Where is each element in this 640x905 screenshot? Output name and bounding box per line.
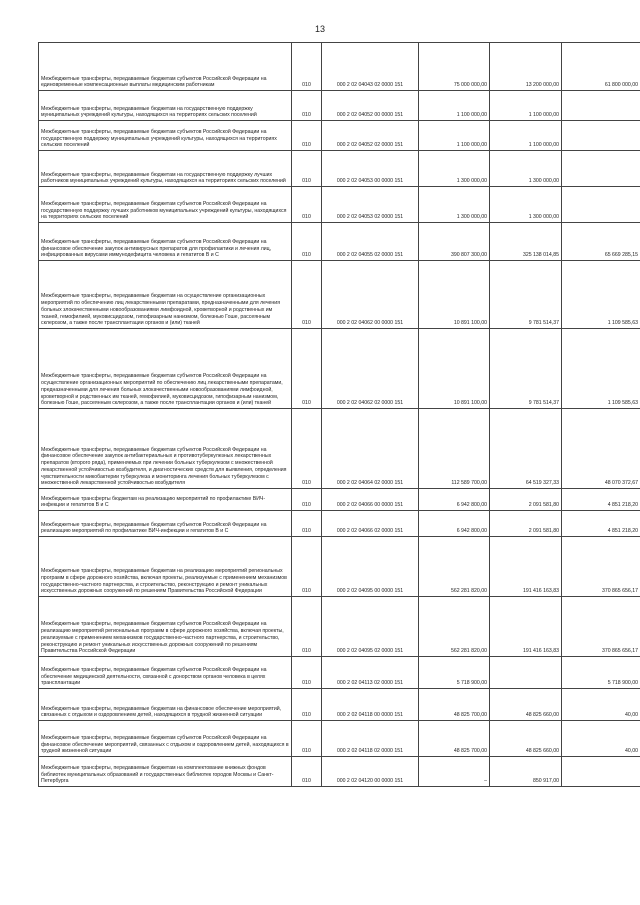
row-kbk-code: 000 2 02 04118 02 0000 151	[322, 721, 419, 757]
table-row	[39, 597, 640, 657]
row-code: 010	[292, 511, 322, 537]
row-amount-executed: 1 100 000,00	[490, 121, 562, 151]
table-row	[39, 511, 640, 537]
table-row	[39, 223, 640, 261]
row-kbk-code: 000 2 02 04052 00 0000 151	[322, 91, 419, 121]
row-kbk-code: 000 2 02 04055 02 0000 151	[322, 223, 419, 261]
row-amount-remaining: 61 800 000,00	[562, 43, 640, 91]
row-amount-approved: 562 281 820,00	[419, 537, 490, 597]
row-kbk-code: 000 2 02 04053 00 0000 151	[322, 151, 419, 187]
row-amount-remaining: 5 718 900,00	[562, 657, 640, 689]
row-amount-approved: 48 825 700,00	[419, 721, 490, 757]
row-amount-approved: 1 300 000,00	[419, 151, 490, 187]
row-amount-remaining: 4 851 218,20	[562, 489, 640, 511]
row-description: Межбюджетные трансферты, передаваемые бюджетам субъектов Российской Федерации на реализацию мероприятий региональных программ в сфере дорожного хозяйства, включая проекты, реализуемые с применением механизмов государственно-частного партнерства, и строительство, реконструкцию и ремонт уникальных искусственных дорожных сооружений по решениям Правительства Российской Федерации	[39, 597, 292, 657]
row-amount-remaining	[562, 151, 640, 187]
row-amount-approved: 6 942 800,00	[419, 489, 490, 511]
row-code: 010	[292, 187, 322, 223]
budget-table-body	[39, 43, 640, 787]
row-kbk-code: 000 2 02 04118 00 0000 151	[322, 689, 419, 721]
row-amount-approved: 1 300 000,00	[419, 187, 490, 223]
row-kbk-code: 000 2 02 04095 00 0000 151	[322, 537, 419, 597]
row-amount-remaining: 4 851 218,20	[562, 511, 640, 537]
table-row	[39, 187, 640, 223]
row-description: Межбюджетные трансферты, передаваемые бюджетам на государственную поддержку лучших работников муниципальных учреждений культуры, находящихся на территориях сельских поселений	[39, 151, 292, 187]
row-amount-approved: 75 000 000,00	[419, 43, 490, 91]
table-row	[39, 261, 640, 329]
row-amount-executed: 48 825 660,00	[490, 721, 562, 757]
row-code: 010	[292, 757, 322, 787]
row-amount-remaining	[562, 121, 640, 151]
table-row	[39, 757, 640, 787]
row-code: 010	[292, 261, 322, 329]
row-amount-executed: 2 091 581,80	[490, 489, 562, 511]
row-amount-approved: 1 100 000,00	[419, 91, 490, 121]
row-amount-executed	[490, 657, 562, 689]
table-row	[39, 329, 640, 409]
row-amount-executed: 2 091 581,80	[490, 511, 562, 537]
row-description: Межбюджетные трансферты, передаваемые бюджетам субъектов Российской Федерации на финансовое обеспечение мероприятий, связанных с отдыхом и оздоровлением детей, находящихся в трудной жизненной ситуации	[39, 721, 292, 757]
row-description: Межбюджетные трансферты, передаваемые бюджетам субъектов Российской Федерации на финансовое обеспечение закупок антивирусных препаратов для профилактики и лечения лиц, инфицированных вирусами иммунодефицита человека и гепатитов B и C	[39, 223, 292, 261]
row-amount-approved: 390 807 300,00	[419, 223, 490, 261]
budget-table	[38, 42, 640, 787]
table-row	[39, 489, 640, 511]
row-amount-remaining: 40,00	[562, 721, 640, 757]
row-description: Межбюджетные трансферты бюджетам на реализацию мероприятий по профилактике ВИЧ-инфекции и гепатитов B и C	[39, 489, 292, 511]
row-kbk-code: 000 2 02 04043 02 0000 151	[322, 43, 419, 91]
row-amount-executed: 9 781 514,37	[490, 329, 562, 409]
row-code: 010	[292, 489, 322, 511]
row-description: Межбюджетные трансферты, передаваемые бюджетам на комплектование книжных фондов библиотек муниципальных образований и государственных библиотек городов Москвы и Санкт-Петербурга	[39, 757, 292, 787]
row-code: 010	[292, 151, 322, 187]
row-amount-approved: 6 942 800,00	[419, 511, 490, 537]
row-kbk-code: 000 2 02 04095 02 0000 151	[322, 597, 419, 657]
row-code: 010	[292, 121, 322, 151]
row-amount-executed: 191 416 163,83	[490, 597, 562, 657]
row-amount-executed: 191 416 163,83	[490, 537, 562, 597]
row-description: Межбюджетные трансферты, передаваемые бюджетам субъектов Российской Федерации на финансовое обеспечение закупок антибактериальных и противотуберкулезных лекарственных препаратов (второго ряда), применяемых при лечении больных туберкулезом с множественной лекарственной устойчивостью возбудителя, и диагностических средств для выявления, определения чувствительности микобактерии туберкулеза и мониторинга лечения больных туберкулезом с множественной лекарственной устойчивостью возбудителя	[39, 409, 292, 489]
table-row	[39, 121, 640, 151]
row-amount-remaining: 40,00	[562, 689, 640, 721]
row-amount-approved: 48 825 700,00	[419, 689, 490, 721]
row-amount-executed: 1 100 000,00	[490, 91, 562, 121]
row-amount-approved: 562 281 820,00	[419, 597, 490, 657]
row-description: Межбюджетные трансферты, передаваемые бюджетам субъектов Российской Федерации на реализацию мероприятий по профилактике ВИЧ-инфекции и гепатитов B и C	[39, 511, 292, 537]
row-amount-executed: 850 917,00	[490, 757, 562, 787]
row-kbk-code: 000 2 02 04052 02 0000 151	[322, 121, 419, 151]
row-code: 010	[292, 329, 322, 409]
row-kbk-code: 000 2 02 04064 02 0000 151	[322, 409, 419, 489]
row-kbk-code: 000 2 02 04053 02 0000 151	[322, 187, 419, 223]
row-kbk-code: 000 2 02 04113 02 0000 151	[322, 657, 419, 689]
row-kbk-code: 000 2 02 04066 02 0000 151	[322, 511, 419, 537]
row-amount-remaining: 370 865 656,17	[562, 537, 640, 597]
row-amount-executed: 48 825 660,00	[490, 689, 562, 721]
table-row	[39, 151, 640, 187]
table-row	[39, 721, 640, 757]
row-amount-remaining: 1 109 585,63	[562, 261, 640, 329]
table-row	[39, 43, 640, 91]
row-amount-approved: 5 718 900,00	[419, 657, 490, 689]
row-code: 010	[292, 597, 322, 657]
row-description: Межбюджетные трансферты, передаваемые бюджетам субъектов Российской Федерации на государственную поддержку лучших работников муниципальных учреждений культуры, находящихся на территориях сельских поселений	[39, 187, 292, 223]
row-code: 010	[292, 409, 322, 489]
row-amount-executed: 1 300 000,00	[490, 151, 562, 187]
row-amount-remaining: 48 070 372,67	[562, 409, 640, 489]
table-row	[39, 91, 640, 121]
row-amount-executed: 9 781 514,37	[490, 261, 562, 329]
row-amount-remaining	[562, 757, 640, 787]
row-code: 010	[292, 689, 322, 721]
row-amount-executed: 325 138 014,85	[490, 223, 562, 261]
row-amount-approved: 10 891 100,00	[419, 329, 490, 409]
row-amount-executed: 1 300 000,00	[490, 187, 562, 223]
row-description: Межбюджетные трансферты, передаваемые бюджетам субъектов Российской Федерации на осуществление организационных мероприятий по обеспечению лиц лекарственными препаратами, предназначенными для лечения больных злокачественными новообразованиями лимфоидной, кроветворной и родственных им тканей, гемофилией, муковисцидозом, гипофизарным нанизмом, болезнью Гоше, рассеянным склерозом, а также после трансплантации органов и (или) тканей	[39, 329, 292, 409]
row-kbk-code: 000 2 02 04120 00 0000 151	[322, 757, 419, 787]
table-row	[39, 409, 640, 489]
row-code: 010	[292, 91, 322, 121]
table-row	[39, 537, 640, 597]
row-amount-executed: 64 519 327,33	[490, 409, 562, 489]
table-row	[39, 689, 640, 721]
row-amount-remaining: 1 109 585,63	[562, 329, 640, 409]
row-code: 010	[292, 223, 322, 261]
row-amount-remaining	[562, 187, 640, 223]
row-description: Межбюджетные трансферты, передаваемые бюджетам субъектов Российской Федерации на единовременные компенсационные выплаты медицинским работникам	[39, 43, 292, 91]
row-kbk-code: 000 2 02 04066 00 0000 151	[322, 489, 419, 511]
row-kbk-code: 000 2 02 04062 00 0000 151	[322, 261, 419, 329]
row-kbk-code: 000 2 02 04062 02 0000 151	[322, 329, 419, 409]
row-code: 010	[292, 657, 322, 689]
row-amount-approved: 112 589 700,00	[419, 409, 490, 489]
row-amount-remaining: 370 865 656,17	[562, 597, 640, 657]
page-number: 13	[314, 24, 325, 34]
table-row	[39, 657, 640, 689]
row-description: Межбюджетные трансферты, передаваемые бюджетам на финансовое обеспечение мероприятий, связанных с отдыхом и оздоровлением детей, находящихся в трудной жизненной ситуации	[39, 689, 292, 721]
row-description: Межбюджетные трансферты, передаваемые бюджетам на осуществление организационных мероприятий по обеспечению лиц лекарственными препаратами, предназначенными для лечения больных злокачественными новообразованиями лимфоидной, кроветворной и родственных им тканей, гемофилией, муковисцидозом, гипофизарным нанизмом, болезнью Гоше, рассеянным склерозом, а также после трансплантации органов и (или) тканей	[39, 261, 292, 329]
row-amount-approved: 1 100 000,00	[419, 121, 490, 151]
row-amount-approved: 10 891 100,00	[419, 261, 490, 329]
row-amount-executed: 13 200 000,00	[490, 43, 562, 91]
row-amount-approved: –	[419, 757, 490, 787]
row-description: Межбюджетные трансферты, передаваемые бюджетам на реализацию мероприятий региональных программ в сфере дорожного хозяйства, включая проекты, реализуемые с применением механизмов государственно-частного партнерства, и строительство, реконструкцию и ремонт уникальных искусственных дорожных сооружений по решениям Правительства Российской Федерации	[39, 537, 292, 597]
row-description: Межбюджетные трансферты, передаваемые бюджетам субъектов Российской Федерации на государственную поддержку муниципальных учреждений культуры, находящихся на территориях сельских поселений	[39, 121, 292, 151]
row-code: 010	[292, 43, 322, 91]
row-code: 010	[292, 537, 322, 597]
row-code: 010	[292, 721, 322, 757]
row-amount-remaining	[562, 91, 640, 121]
row-amount-remaining: 65 669 285,15	[562, 223, 640, 261]
row-description: Межбюджетные трансферты, передаваемые бюджетам субъектов Российской Федерации на обеспечение медицинской деятельности, связанной с донорством органов человека в целях трансплантации	[39, 657, 292, 689]
row-description: Межбюджетные трансферты, передаваемые бюджетам на государственную поддержку муниципальных учреждений культуры, находящихся на территориях сельских поселений	[39, 91, 292, 121]
